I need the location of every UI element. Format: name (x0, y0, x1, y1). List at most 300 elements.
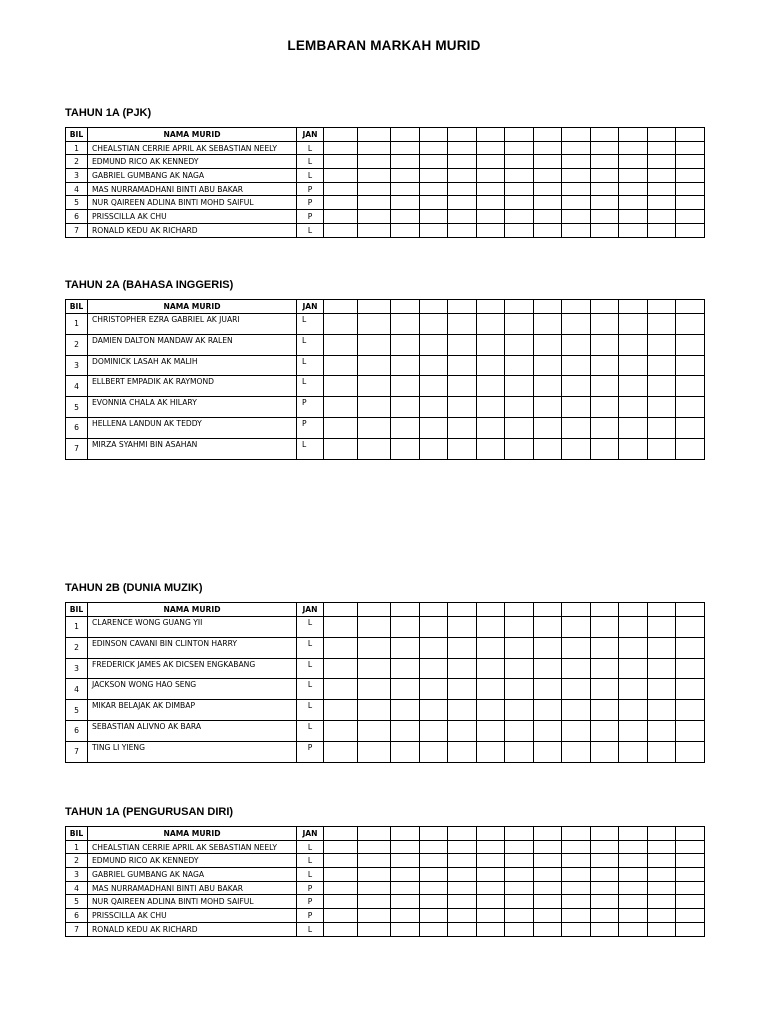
mark-cell[interactable] (391, 637, 420, 658)
mark-cell[interactable] (448, 895, 477, 909)
mark-cell[interactable] (648, 376, 676, 397)
mark-cell[interactable] (420, 210, 448, 224)
mark-cell[interactable] (477, 658, 505, 679)
mark-cell[interactable] (648, 741, 676, 762)
mark-cell[interactable] (448, 141, 477, 155)
mark-cell[interactable] (648, 679, 676, 700)
mark-cell[interactable] (420, 637, 448, 658)
mark-cell[interactable] (324, 355, 358, 376)
mark-cell[interactable] (477, 840, 505, 854)
mark-cell[interactable] (420, 679, 448, 700)
mark-cell[interactable] (648, 637, 676, 658)
mark-cell[interactable] (505, 210, 534, 224)
mark-cell[interactable] (420, 182, 448, 196)
mark-cell[interactable] (358, 196, 391, 210)
mark-cell[interactable] (562, 637, 591, 658)
mark-cell[interactable] (562, 658, 591, 679)
mark-cell[interactable] (358, 210, 391, 224)
mark-cell[interactable] (391, 617, 420, 638)
mark-cell[interactable] (562, 155, 591, 169)
mark-cell[interactable] (619, 223, 648, 237)
mark-cell[interactable] (562, 438, 591, 459)
mark-cell[interactable] (676, 376, 705, 397)
mark-cell[interactable] (420, 922, 448, 936)
mark-cell[interactable] (358, 182, 391, 196)
mark-cell[interactable] (648, 840, 676, 854)
mark-cell[interactable] (619, 854, 648, 868)
mark-cell[interactable] (562, 196, 591, 210)
mark-cell[interactable] (562, 355, 591, 376)
mark-cell[interactable] (358, 334, 391, 355)
mark-cell[interactable] (391, 210, 420, 224)
mark-cell[interactable] (391, 355, 420, 376)
mark-cell[interactable] (324, 700, 358, 721)
mark-cell[interactable] (505, 679, 534, 700)
mark-cell[interactable] (448, 210, 477, 224)
mark-cell[interactable] (477, 141, 505, 155)
mark-cell[interactable] (648, 397, 676, 418)
mark-cell[interactable] (391, 700, 420, 721)
mark-cell[interactable] (324, 196, 358, 210)
mark-cell[interactable] (358, 314, 391, 335)
mark-cell[interactable] (534, 334, 562, 355)
mark-cell[interactable] (648, 210, 676, 224)
mark-cell[interactable] (648, 700, 676, 721)
mark-cell[interactable] (562, 397, 591, 418)
mark-cell[interactable] (505, 922, 534, 936)
mark-cell[interactable] (391, 881, 420, 895)
mark-cell[interactable] (477, 182, 505, 196)
mark-cell[interactable] (505, 397, 534, 418)
mark-cell[interactable] (534, 637, 562, 658)
mark-cell[interactable] (534, 909, 562, 923)
mark-cell[interactable] (358, 141, 391, 155)
mark-cell[interactable] (505, 376, 534, 397)
mark-cell[interactable] (420, 314, 448, 335)
mark-cell[interactable] (324, 223, 358, 237)
mark-cell[interactable] (619, 169, 648, 183)
mark-cell[interactable] (648, 169, 676, 183)
mark-cell[interactable] (505, 141, 534, 155)
mark-cell[interactable] (676, 922, 705, 936)
mark-cell[interactable] (591, 141, 619, 155)
mark-cell[interactable] (358, 741, 391, 762)
mark-cell[interactable] (358, 881, 391, 895)
mark-cell[interactable] (420, 223, 448, 237)
mark-cell[interactable] (324, 376, 358, 397)
mark-cell[interactable] (324, 417, 358, 438)
mark-cell[interactable] (358, 854, 391, 868)
mark-cell[interactable] (420, 355, 448, 376)
mark-cell[interactable] (562, 679, 591, 700)
mark-cell[interactable] (358, 355, 391, 376)
mark-cell[interactable] (448, 334, 477, 355)
mark-cell[interactable] (420, 397, 448, 418)
mark-cell[interactable] (477, 895, 505, 909)
mark-cell[interactable] (391, 720, 420, 741)
mark-cell[interactable] (505, 895, 534, 909)
mark-cell[interactable] (619, 314, 648, 335)
mark-cell[interactable] (420, 169, 448, 183)
mark-cell[interactable] (648, 881, 676, 895)
mark-cell[interactable] (591, 417, 619, 438)
mark-cell[interactable] (591, 376, 619, 397)
mark-cell[interactable] (591, 397, 619, 418)
mark-cell[interactable] (676, 182, 705, 196)
mark-cell[interactable] (591, 840, 619, 854)
mark-cell[interactable] (534, 355, 562, 376)
mark-cell[interactable] (591, 334, 619, 355)
mark-cell[interactable] (358, 376, 391, 397)
mark-cell[interactable] (477, 868, 505, 882)
mark-cell[interactable] (534, 679, 562, 700)
mark-cell[interactable] (562, 840, 591, 854)
mark-cell[interactable] (477, 741, 505, 762)
mark-cell[interactable] (477, 854, 505, 868)
mark-cell[interactable] (505, 182, 534, 196)
mark-cell[interactable] (591, 922, 619, 936)
mark-cell[interactable] (420, 438, 448, 459)
mark-cell[interactable] (505, 196, 534, 210)
mark-cell[interactable] (448, 720, 477, 741)
mark-cell[interactable] (448, 868, 477, 882)
mark-cell[interactable] (676, 741, 705, 762)
mark-cell[interactable] (477, 196, 505, 210)
mark-cell[interactable] (324, 210, 358, 224)
mark-cell[interactable] (448, 881, 477, 895)
mark-cell[interactable] (676, 417, 705, 438)
mark-cell[interactable] (324, 637, 358, 658)
mark-cell[interactable] (591, 169, 619, 183)
mark-cell[interactable] (648, 155, 676, 169)
mark-cell[interactable] (477, 210, 505, 224)
mark-cell[interactable] (676, 854, 705, 868)
mark-cell[interactable] (324, 922, 358, 936)
mark-cell[interactable] (591, 679, 619, 700)
mark-cell[interactable] (648, 922, 676, 936)
mark-cell[interactable] (591, 355, 619, 376)
mark-cell[interactable] (648, 182, 676, 196)
mark-cell[interactable] (420, 741, 448, 762)
mark-cell[interactable] (591, 637, 619, 658)
mark-cell[interactable] (324, 741, 358, 762)
mark-cell[interactable] (324, 679, 358, 700)
mark-cell[interactable] (648, 909, 676, 923)
mark-cell[interactable] (391, 840, 420, 854)
mark-cell[interactable] (420, 700, 448, 721)
mark-cell[interactable] (448, 155, 477, 169)
mark-cell[interactable] (619, 617, 648, 638)
mark-cell[interactable] (324, 909, 358, 923)
mark-cell[interactable] (324, 314, 358, 335)
mark-cell[interactable] (676, 155, 705, 169)
mark-cell[interactable] (562, 182, 591, 196)
mark-cell[interactable] (505, 700, 534, 721)
mark-cell[interactable] (358, 840, 391, 854)
mark-cell[interactable] (477, 355, 505, 376)
mark-cell[interactable] (534, 922, 562, 936)
mark-cell[interactable] (477, 909, 505, 923)
mark-cell[interactable] (619, 210, 648, 224)
mark-cell[interactable] (391, 868, 420, 882)
mark-cell[interactable] (534, 397, 562, 418)
mark-cell[interactable] (676, 881, 705, 895)
mark-cell[interactable] (420, 658, 448, 679)
mark-cell[interactable] (477, 334, 505, 355)
mark-cell[interactable] (648, 223, 676, 237)
mark-cell[interactable] (448, 169, 477, 183)
mark-cell[interactable] (534, 741, 562, 762)
mark-cell[interactable] (619, 438, 648, 459)
mark-cell[interactable] (448, 376, 477, 397)
mark-cell[interactable] (562, 223, 591, 237)
mark-cell[interactable] (591, 155, 619, 169)
mark-cell[interactable] (591, 895, 619, 909)
mark-cell[interactable] (619, 196, 648, 210)
mark-cell[interactable] (420, 141, 448, 155)
mark-cell[interactable] (534, 881, 562, 895)
mark-cell[interactable] (591, 868, 619, 882)
mark-cell[interactable] (358, 397, 391, 418)
mark-cell[interactable] (324, 438, 358, 459)
mark-cell[interactable] (591, 881, 619, 895)
mark-cell[interactable] (391, 679, 420, 700)
mark-cell[interactable] (358, 169, 391, 183)
mark-cell[interactable] (391, 182, 420, 196)
mark-cell[interactable] (534, 210, 562, 224)
mark-cell[interactable] (562, 895, 591, 909)
mark-cell[interactable] (619, 741, 648, 762)
mark-cell[interactable] (358, 868, 391, 882)
mark-cell[interactable] (324, 881, 358, 895)
mark-cell[interactable] (591, 700, 619, 721)
mark-cell[interactable] (505, 881, 534, 895)
mark-cell[interactable] (448, 700, 477, 721)
mark-cell[interactable] (619, 679, 648, 700)
mark-cell[interactable] (477, 223, 505, 237)
mark-cell[interactable] (358, 922, 391, 936)
mark-cell[interactable] (448, 617, 477, 638)
mark-cell[interactable] (676, 210, 705, 224)
mark-cell[interactable] (505, 658, 534, 679)
mark-cell[interactable] (676, 679, 705, 700)
mark-cell[interactable] (534, 700, 562, 721)
mark-cell[interactable] (591, 223, 619, 237)
mark-cell[interactable] (324, 868, 358, 882)
mark-cell[interactable] (505, 909, 534, 923)
mark-cell[interactable] (324, 155, 358, 169)
mark-cell[interactable] (562, 314, 591, 335)
mark-cell[interactable] (448, 922, 477, 936)
mark-cell[interactable] (420, 376, 448, 397)
mark-cell[interactable] (391, 438, 420, 459)
mark-cell[interactable] (591, 438, 619, 459)
mark-cell[interactable] (391, 314, 420, 335)
mark-cell[interactable] (477, 155, 505, 169)
mark-cell[interactable] (534, 141, 562, 155)
mark-cell[interactable] (324, 720, 358, 741)
mark-cell[interactable] (391, 334, 420, 355)
mark-cell[interactable] (420, 854, 448, 868)
mark-cell[interactable] (448, 854, 477, 868)
mark-cell[interactable] (676, 700, 705, 721)
mark-cell[interactable] (391, 909, 420, 923)
mark-cell[interactable] (505, 741, 534, 762)
mark-cell[interactable] (448, 223, 477, 237)
mark-cell[interactable] (619, 922, 648, 936)
mark-cell[interactable] (619, 658, 648, 679)
mark-cell[interactable] (420, 334, 448, 355)
mark-cell[interactable] (676, 223, 705, 237)
mark-cell[interactable] (676, 169, 705, 183)
mark-cell[interactable] (448, 741, 477, 762)
mark-cell[interactable] (358, 679, 391, 700)
mark-cell[interactable] (391, 169, 420, 183)
mark-cell[interactable] (562, 141, 591, 155)
mark-cell[interactable] (619, 881, 648, 895)
mark-cell[interactable] (358, 417, 391, 438)
mark-cell[interactable] (505, 438, 534, 459)
mark-cell[interactable] (477, 417, 505, 438)
mark-cell[interactable] (505, 637, 534, 658)
mark-cell[interactable] (420, 617, 448, 638)
mark-cell[interactable] (391, 397, 420, 418)
mark-cell[interactable] (391, 658, 420, 679)
mark-cell[interactable] (324, 334, 358, 355)
mark-cell[interactable] (505, 854, 534, 868)
mark-cell[interactable] (676, 355, 705, 376)
mark-cell[interactable] (324, 658, 358, 679)
mark-cell[interactable] (391, 854, 420, 868)
mark-cell[interactable] (676, 438, 705, 459)
mark-cell[interactable] (420, 196, 448, 210)
mark-cell[interactable] (391, 141, 420, 155)
mark-cell[interactable] (358, 155, 391, 169)
mark-cell[interactable] (324, 182, 358, 196)
mark-cell[interactable] (619, 700, 648, 721)
mark-cell[interactable] (619, 909, 648, 923)
mark-cell[interactable] (562, 909, 591, 923)
mark-cell[interactable] (648, 141, 676, 155)
mark-cell[interactable] (420, 417, 448, 438)
mark-cell[interactable] (534, 417, 562, 438)
mark-cell[interactable] (676, 314, 705, 335)
mark-cell[interactable] (534, 840, 562, 854)
mark-cell[interactable] (591, 741, 619, 762)
mark-cell[interactable] (534, 658, 562, 679)
mark-cell[interactable] (562, 376, 591, 397)
mark-cell[interactable] (358, 720, 391, 741)
mark-cell[interactable] (676, 840, 705, 854)
mark-cell[interactable] (562, 868, 591, 882)
mark-cell[interactable] (619, 376, 648, 397)
mark-cell[interactable] (420, 155, 448, 169)
mark-cell[interactable] (505, 868, 534, 882)
mark-cell[interactable] (591, 617, 619, 638)
mark-cell[interactable] (562, 417, 591, 438)
mark-cell[interactable] (505, 355, 534, 376)
mark-cell[interactable] (534, 155, 562, 169)
mark-cell[interactable] (391, 223, 420, 237)
mark-cell[interactable] (648, 854, 676, 868)
mark-cell[interactable] (562, 617, 591, 638)
mark-cell[interactable] (477, 720, 505, 741)
mark-cell[interactable] (477, 314, 505, 335)
mark-cell[interactable] (591, 658, 619, 679)
mark-cell[interactable] (448, 196, 477, 210)
mark-cell[interactable] (358, 438, 391, 459)
mark-cell[interactable] (505, 169, 534, 183)
mark-cell[interactable] (534, 314, 562, 335)
mark-cell[interactable] (619, 637, 648, 658)
mark-cell[interactable] (562, 922, 591, 936)
mark-cell[interactable] (619, 397, 648, 418)
mark-cell[interactable] (591, 210, 619, 224)
mark-cell[interactable] (648, 438, 676, 459)
mark-cell[interactable] (477, 397, 505, 418)
mark-cell[interactable] (619, 141, 648, 155)
mark-cell[interactable] (391, 155, 420, 169)
mark-cell[interactable] (477, 438, 505, 459)
mark-cell[interactable] (477, 637, 505, 658)
mark-cell[interactable] (562, 741, 591, 762)
mark-cell[interactable] (648, 895, 676, 909)
mark-cell[interactable] (324, 895, 358, 909)
mark-cell[interactable] (676, 397, 705, 418)
mark-cell[interactable] (534, 895, 562, 909)
mark-cell[interactable] (534, 196, 562, 210)
mark-cell[interactable] (358, 658, 391, 679)
mark-cell[interactable] (534, 438, 562, 459)
mark-cell[interactable] (591, 720, 619, 741)
mark-cell[interactable] (648, 334, 676, 355)
mark-cell[interactable] (676, 617, 705, 638)
mark-cell[interactable] (324, 854, 358, 868)
mark-cell[interactable] (391, 196, 420, 210)
mark-cell[interactable] (562, 334, 591, 355)
mark-cell[interactable] (448, 438, 477, 459)
mark-cell[interactable] (324, 397, 358, 418)
mark-cell[interactable] (676, 868, 705, 882)
mark-cell[interactable] (676, 909, 705, 923)
mark-cell[interactable] (420, 895, 448, 909)
mark-cell[interactable] (676, 334, 705, 355)
mark-cell[interactable] (505, 720, 534, 741)
mark-cell[interactable] (391, 741, 420, 762)
mark-cell[interactable] (619, 334, 648, 355)
mark-cell[interactable] (477, 376, 505, 397)
mark-cell[interactable] (448, 679, 477, 700)
mark-cell[interactable] (619, 840, 648, 854)
mark-cell[interactable] (591, 909, 619, 923)
mark-cell[interactable] (448, 909, 477, 923)
mark-cell[interactable] (619, 720, 648, 741)
mark-cell[interactable] (534, 720, 562, 741)
mark-cell[interactable] (562, 881, 591, 895)
mark-cell[interactable] (534, 376, 562, 397)
mark-cell[interactable] (358, 700, 391, 721)
mark-cell[interactable] (448, 182, 477, 196)
mark-cell[interactable] (505, 840, 534, 854)
mark-cell[interactable] (505, 417, 534, 438)
mark-cell[interactable] (477, 700, 505, 721)
mark-cell[interactable] (648, 355, 676, 376)
mark-cell[interactable] (562, 210, 591, 224)
mark-cell[interactable] (505, 314, 534, 335)
mark-cell[interactable] (676, 895, 705, 909)
mark-cell[interactable] (534, 854, 562, 868)
mark-cell[interactable] (358, 909, 391, 923)
